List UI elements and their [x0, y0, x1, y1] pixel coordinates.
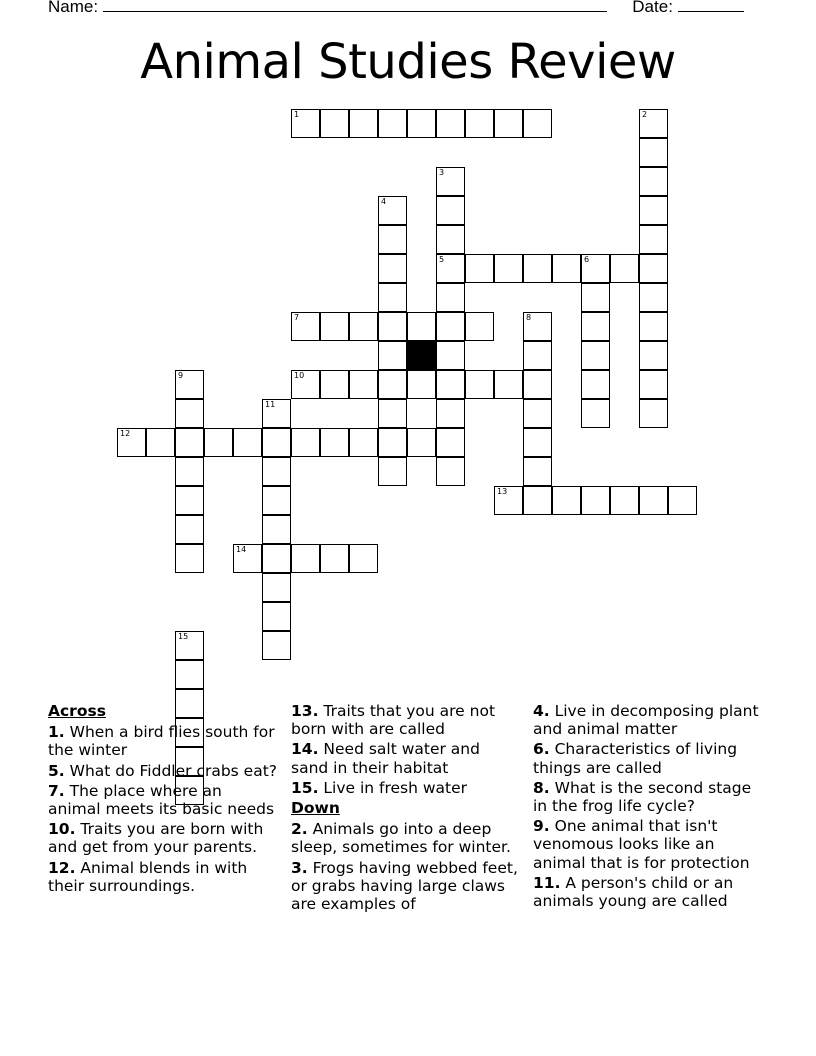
crossword-cell[interactable]: [320, 428, 349, 457]
clues-column-1: [48, 702, 278, 897]
crossword-cell[interactable]: [639, 138, 668, 167]
clue-text: Animals go into a deep sleep, sometimes for winter.: [291, 820, 511, 857]
clue-number: 15: [178, 632, 189, 641]
crossword-cell[interactable]: [436, 457, 465, 486]
crossword-cell[interactable]: [291, 312, 320, 341]
clue-item: [291, 702, 521, 738]
crossword-cell[interactable]: [436, 399, 465, 428]
crossword-cell[interactable]: [465, 312, 494, 341]
crossword-cell[interactable]: [320, 370, 349, 399]
crossword-cell[interactable]: [233, 544, 262, 573]
clue-number: 12.: [48, 858, 76, 877]
clue-number: 6.: [533, 740, 550, 759]
crossword-cell[interactable]: [117, 428, 146, 457]
crossword-cell[interactable]: [349, 544, 378, 573]
clue-text: Live in fresh water: [318, 778, 468, 797]
clue-text: Animal blends in with their surroundings.: [48, 858, 248, 895]
clue-number: 14.: [291, 740, 319, 759]
crossword-cell[interactable]: [523, 254, 552, 283]
clue-item: [291, 820, 521, 856]
crossword-cell[interactable]: [639, 399, 668, 428]
crossword-cell[interactable]: [639, 254, 668, 283]
crossword-cell[interactable]: [494, 254, 523, 283]
crossword-cell[interactable]: [175, 457, 204, 486]
clue-item: [533, 740, 763, 776]
crossword-cell[interactable]: [407, 312, 436, 341]
crossword-cell[interactable]: [291, 109, 320, 138]
crossword-cell[interactable]: [552, 486, 581, 515]
crossword-cell[interactable]: [349, 312, 378, 341]
clue-number: 7: [294, 313, 300, 322]
clue-item: [48, 820, 278, 856]
crossword-cell[interactable]: [436, 167, 465, 196]
crossword-cell[interactable]: [291, 544, 320, 573]
crossword-cell[interactable]: [407, 370, 436, 399]
crossword-cell[interactable]: [262, 602, 291, 631]
clue-text: Traits that you are not born with are called: [291, 702, 496, 739]
clue-number: 1: [294, 110, 300, 119]
down-clue-list: [291, 820, 521, 913]
crossword-cell[interactable]: [262, 486, 291, 515]
clues-column-3: [533, 702, 763, 912]
clue-number: 15.: [291, 778, 319, 797]
clue-number: 13: [497, 487, 508, 496]
crossword-cell[interactable]: [581, 341, 610, 370]
crossword-cell[interactable]: [639, 370, 668, 399]
clue-number: 11.: [533, 873, 561, 892]
clue-number: 7.: [48, 781, 65, 800]
crossword-cell[interactable]: [146, 428, 175, 457]
crossword-cell[interactable]: [639, 312, 668, 341]
crossword-cell[interactable]: [436, 254, 465, 283]
clue-item: [533, 779, 763, 815]
crossword-cell[interactable]: [494, 370, 523, 399]
crossword-cell[interactable]: [668, 486, 697, 515]
clue-item: [533, 702, 763, 738]
clue-text: When a bird flies south for the winter: [48, 723, 275, 760]
crossword-cell[interactable]: [523, 486, 552, 515]
crossword-cell[interactable]: [407, 428, 436, 457]
across-clue-list: [291, 702, 521, 797]
crossword-cell[interactable]: [262, 544, 291, 573]
clue-item: [48, 723, 278, 759]
clue-number: 9.: [533, 817, 550, 836]
clue-text: Characteristics of living things are called: [533, 740, 738, 777]
crossword-cell[interactable]: [581, 312, 610, 341]
clues-column-2: [291, 702, 521, 915]
clue-number: 2: [642, 110, 648, 119]
crossword-cell[interactable]: [494, 109, 523, 138]
crossword-cell[interactable]: [465, 370, 494, 399]
crossword-cell[interactable]: [349, 109, 378, 138]
date-label: Date:: [632, 0, 673, 16]
clue-item: [48, 782, 278, 818]
clue-text: What is the second stage in the frog life cycle?: [533, 778, 752, 816]
clue-text: Frogs having webbed feet, or grabs having large claws are examples of: [291, 858, 518, 914]
crossword-cell[interactable]: [378, 341, 407, 370]
crossword-cell[interactable]: [175, 428, 204, 457]
crossword-cell[interactable]: [436, 283, 465, 312]
crossword-cell[interactable]: [378, 370, 407, 399]
crossword-cell[interactable]: [639, 196, 668, 225]
crossword-cell[interactable]: [523, 457, 552, 486]
crossword-cell[interactable]: [320, 109, 349, 138]
crossword-cell[interactable]: [175, 631, 204, 660]
across-heading: Across: [48, 702, 106, 720]
crossword-cell[interactable]: [610, 486, 639, 515]
clue-text: Need salt water and sand in their habitat: [291, 740, 480, 777]
clue-number: 4.: [533, 702, 550, 720]
crossword-cell[interactable]: [523, 370, 552, 399]
clue-item: [291, 779, 521, 797]
crossword-cell[interactable]: [639, 341, 668, 370]
clue-number: 2.: [291, 820, 308, 839]
crossword-cell[interactable]: [378, 399, 407, 428]
clue-item: [291, 859, 521, 914]
crossword-cell[interactable]: [581, 283, 610, 312]
clue-number: 9: [178, 371, 184, 380]
clue-text: What do Fiddler crabs eat?: [64, 761, 278, 780]
crossword-cell[interactable]: [378, 196, 407, 225]
down-clue-list: [533, 702, 763, 910]
crossword-cell[interactable]: [320, 312, 349, 341]
crossword-cell[interactable]: [581, 486, 610, 515]
clue-number: 10: [294, 371, 305, 380]
crossword-cell[interactable]: [175, 544, 204, 573]
crossword-cell[interactable]: [262, 428, 291, 457]
crossword-cell[interactable]: [465, 254, 494, 283]
crossword-cell[interactable]: [523, 109, 552, 138]
crossword-cell[interactable]: [523, 312, 552, 341]
crossword-cell[interactable]: [523, 428, 552, 457]
crossword-cell[interactable]: [581, 399, 610, 428]
crossword-cell[interactable]: [262, 631, 291, 660]
clue-text: Live in decomposing plant and animal matter: [533, 702, 759, 739]
clue-item: [533, 874, 763, 910]
clue-number: 8.: [533, 778, 550, 797]
crossword-cell[interactable]: [175, 370, 204, 399]
crossword-cell[interactable]: [436, 225, 465, 254]
clue-number: 5.: [48, 761, 65, 780]
name-label: Name:: [48, 0, 99, 16]
clue-number: 8: [526, 313, 532, 322]
crossword-cell[interactable]: [378, 457, 407, 486]
crossword-cell[interactable]: [204, 428, 233, 457]
clue-number: 4: [381, 197, 387, 206]
crossword-cell[interactable]: [639, 283, 668, 312]
crossword-cell[interactable]: [349, 370, 378, 399]
crossword-cell[interactable]: [320, 544, 349, 573]
crossword-cell[interactable]: [436, 341, 465, 370]
crossword-cell[interactable]: [639, 225, 668, 254]
crossword-cell[interactable]: [436, 370, 465, 399]
crossword-cell[interactable]: [378, 312, 407, 341]
clue-number: 11: [265, 400, 276, 409]
page-title: Animal Studies Review: [140, 34, 676, 90]
crossword-cell[interactable]: [436, 109, 465, 138]
clue-text: Traits you are born with and get from your parents.: [48, 820, 264, 857]
crossword-cell[interactable]: [436, 312, 465, 341]
crossword-cell[interactable]: [436, 196, 465, 225]
crossword-cell[interactable]: [378, 109, 407, 138]
crossword-cell[interactable]: [262, 515, 291, 544]
crossword-cell[interactable]: [349, 428, 378, 457]
crossword-cell[interactable]: [175, 399, 204, 428]
crossword-cell[interactable]: [233, 428, 262, 457]
across-clue-list: [48, 723, 278, 895]
crossword-cell[interactable]: [552, 254, 581, 283]
crossword-cell[interactable]: [262, 457, 291, 486]
crossword-cell[interactable]: [378, 225, 407, 254]
crossword-cell[interactable]: [436, 428, 465, 457]
clue-item: [48, 762, 278, 780]
crossword-cell[interactable]: [262, 573, 291, 602]
clue-number: 5: [439, 255, 445, 264]
black-square: [407, 341, 436, 370]
clue-text: One animal that isn't venomous looks like an animal that is for protection: [533, 817, 750, 872]
crossword-cell[interactable]: [581, 254, 610, 283]
clue-text: The place where an animal meets its basic needs: [48, 781, 275, 819]
crossword-cell[interactable]: [378, 283, 407, 312]
clue-text: A person's child or an animals young are called: [533, 873, 734, 911]
clue-number: 10.: [48, 820, 76, 839]
down-heading: Down: [291, 799, 340, 818]
crossword-cell[interactable]: [610, 254, 639, 283]
clue-number: 3.: [291, 858, 308, 877]
clue-item: [48, 859, 278, 895]
crossword-cell[interactable]: [581, 370, 610, 399]
crossword-cell[interactable]: [639, 109, 668, 138]
clue-item: [533, 817, 763, 872]
clue-number: 1.: [48, 723, 65, 742]
clue-number: 14: [236, 545, 247, 554]
crossword-cell[interactable]: [378, 254, 407, 283]
crossword-cell[interactable]: [465, 109, 494, 138]
crossword-cell[interactable]: [262, 399, 291, 428]
clue-number: 3: [439, 168, 445, 177]
crossword-cell[interactable]: [291, 428, 320, 457]
clue-item: [291, 740, 521, 776]
crossword-cell[interactable]: [494, 486, 523, 515]
crossword-cell[interactable]: [175, 486, 204, 515]
crossword-cell[interactable]: [175, 660, 204, 689]
clue-number: 6: [584, 255, 590, 264]
crossword-cell[interactable]: [523, 341, 552, 370]
crossword-cell[interactable]: [523, 399, 552, 428]
clue-number: 13.: [291, 702, 319, 720]
crossword-cell[interactable]: [639, 167, 668, 196]
crossword-cell[interactable]: [407, 109, 436, 138]
crossword-cell[interactable]: [378, 428, 407, 457]
crossword-cell[interactable]: [291, 370, 320, 399]
clue-number: 12: [120, 429, 131, 438]
crossword-cell[interactable]: [639, 486, 668, 515]
crossword-cell[interactable]: [175, 515, 204, 544]
